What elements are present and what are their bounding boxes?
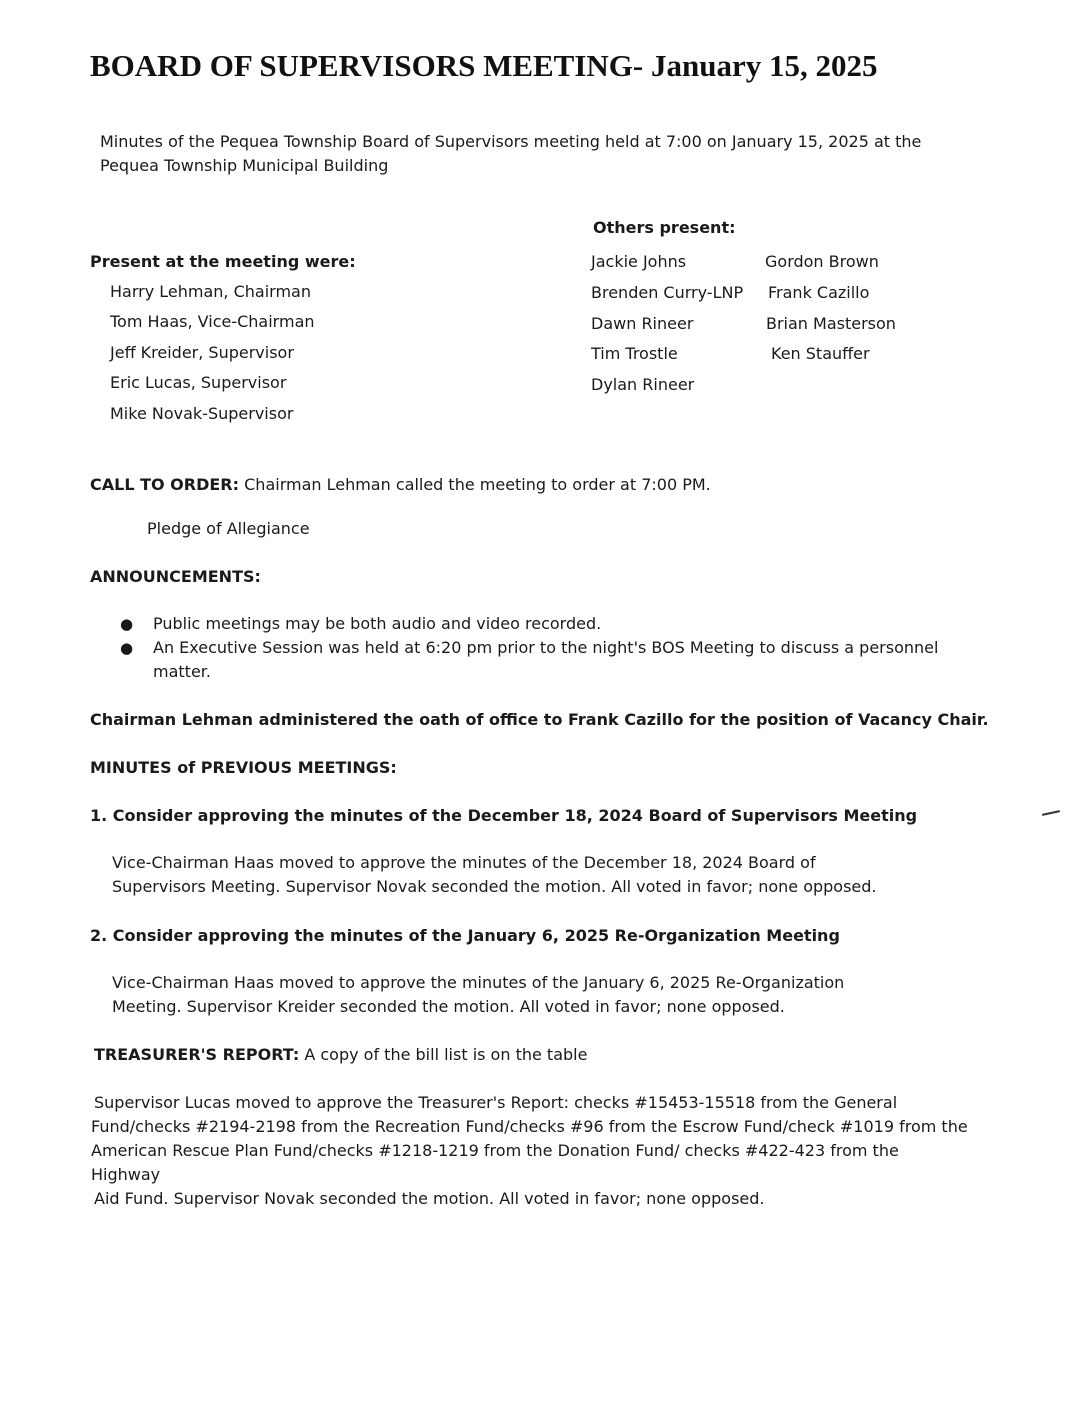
list-item — [120, 612, 940, 636]
call-to-order-text: Chairman Lehman called the meeting to order at 7:00 PM. — [244, 475, 711, 494]
announcements-list — [120, 612, 940, 684]
treasurer-label: TREASURER'S REPORT: — [94, 1045, 300, 1064]
oath-statement: Chairman Lehman administered the oath of office to Frank Cazillo for the position of Vacancy Chair. — [90, 710, 989, 729]
treasurer-body-line: Fund/checks #2194-2198 from the Recreation Fund/checks #96 from the Escrow Fund/check #1019 from the — [91, 1117, 968, 1136]
announcement-text: An Executive Session was held at 6:20 pm prior to the night's BOS Meeting to discuss a personnel matter. — [153, 638, 939, 681]
call-to-order — [90, 473, 711, 497]
present-member: Eric Lucas, Supervisor — [110, 373, 287, 392]
present-member: Jeff Kreider, Supervisor — [110, 343, 294, 362]
minutes-item-title: 2. Consider approving the minutes of the January 6, 2025 Re-Organization Meeting — [90, 926, 840, 945]
bullet-icon: ● — [120, 615, 134, 633]
others-attendee: Ken Stauffer — [771, 344, 870, 363]
bullet-icon: ● — [120, 639, 134, 657]
others-attendee: Jackie Johns — [591, 252, 687, 271]
treasurer-body-line: Aid Fund. Supervisor Novak seconded the motion. All voted in favor; none opposed. — [94, 1189, 765, 1208]
scan-mark — [1042, 810, 1060, 816]
minutes-item-body: Vice-Chairman Haas moved to approve the minutes of the December 18, 2024 Board of Supervisors Meeting. Supervisor Novak seconded the motion. All voted in favor; none opposed. — [112, 853, 877, 896]
others-attendee: Brian Masterson — [766, 314, 896, 333]
minutes-item-body: Vice-Chairman Haas moved to approve the minutes of the January 6, 2025 Re-Organization Meeting. Supervisor Kreider seconded the motion. All voted in favor; none opposed. — [112, 973, 845, 1016]
minutes-heading: MINUTES of PREVIOUS MEETINGS: — [90, 758, 397, 777]
present-heading: Present at the meeting were: — [90, 252, 356, 271]
treasurer-body-line: Supervisor Lucas moved to approve the Treasurer's Report: checks #15453-15518 from the General — [94, 1093, 898, 1112]
others-attendee: Brenden Curry-LNP — [591, 283, 744, 302]
minutes-item-title: 1. Consider approving the minutes of the December 18, 2024 Board of Supervisors Meeting — [90, 806, 918, 825]
treasurer-body-line: Highway — [91, 1165, 161, 1184]
treasurer-report — [94, 1043, 587, 1067]
others-attendee: Dylan Rineer — [591, 375, 695, 394]
treasurer-text: A copy of the bill list is on the table — [304, 1045, 588, 1064]
others-attendee: Gordon Brown — [765, 252, 879, 271]
intro-paragraph: Minutes of the Pequea Township Board of Supervisors meeting held at 7:00 on January 15, 2025 at the Pequea Township Municipal Building — [100, 132, 922, 175]
others-heading: Others present: — [593, 218, 736, 237]
list-item — [120, 636, 940, 684]
present-member: Harry Lehman, Chairman — [110, 282, 311, 301]
others-attendee: Tim Trostle — [591, 344, 678, 363]
announcements-heading: ANNOUNCEMENTS: — [90, 567, 261, 586]
announcement-text: Public meetings may be both audio and video recorded. — [153, 614, 602, 633]
page-title: BOARD OF SUPERVISORS MEETING- January 15, 2025 — [90, 48, 878, 83]
treasurer-body-line: American Rescue Plan Fund/checks #1218-1219 from the Donation Fund/ checks #422-423 from the — [91, 1141, 899, 1160]
others-attendee: Frank Cazillo — [768, 283, 870, 302]
present-member: Mike Novak-Supervisor — [110, 404, 294, 423]
others-attendee: Dawn Rineer — [591, 314, 694, 333]
pledge-text: Pledge of Allegiance — [147, 519, 310, 538]
present-member: Tom Haas, Vice-Chairman — [110, 312, 315, 331]
call-to-order-label: CALL TO ORDER: — [90, 475, 240, 494]
